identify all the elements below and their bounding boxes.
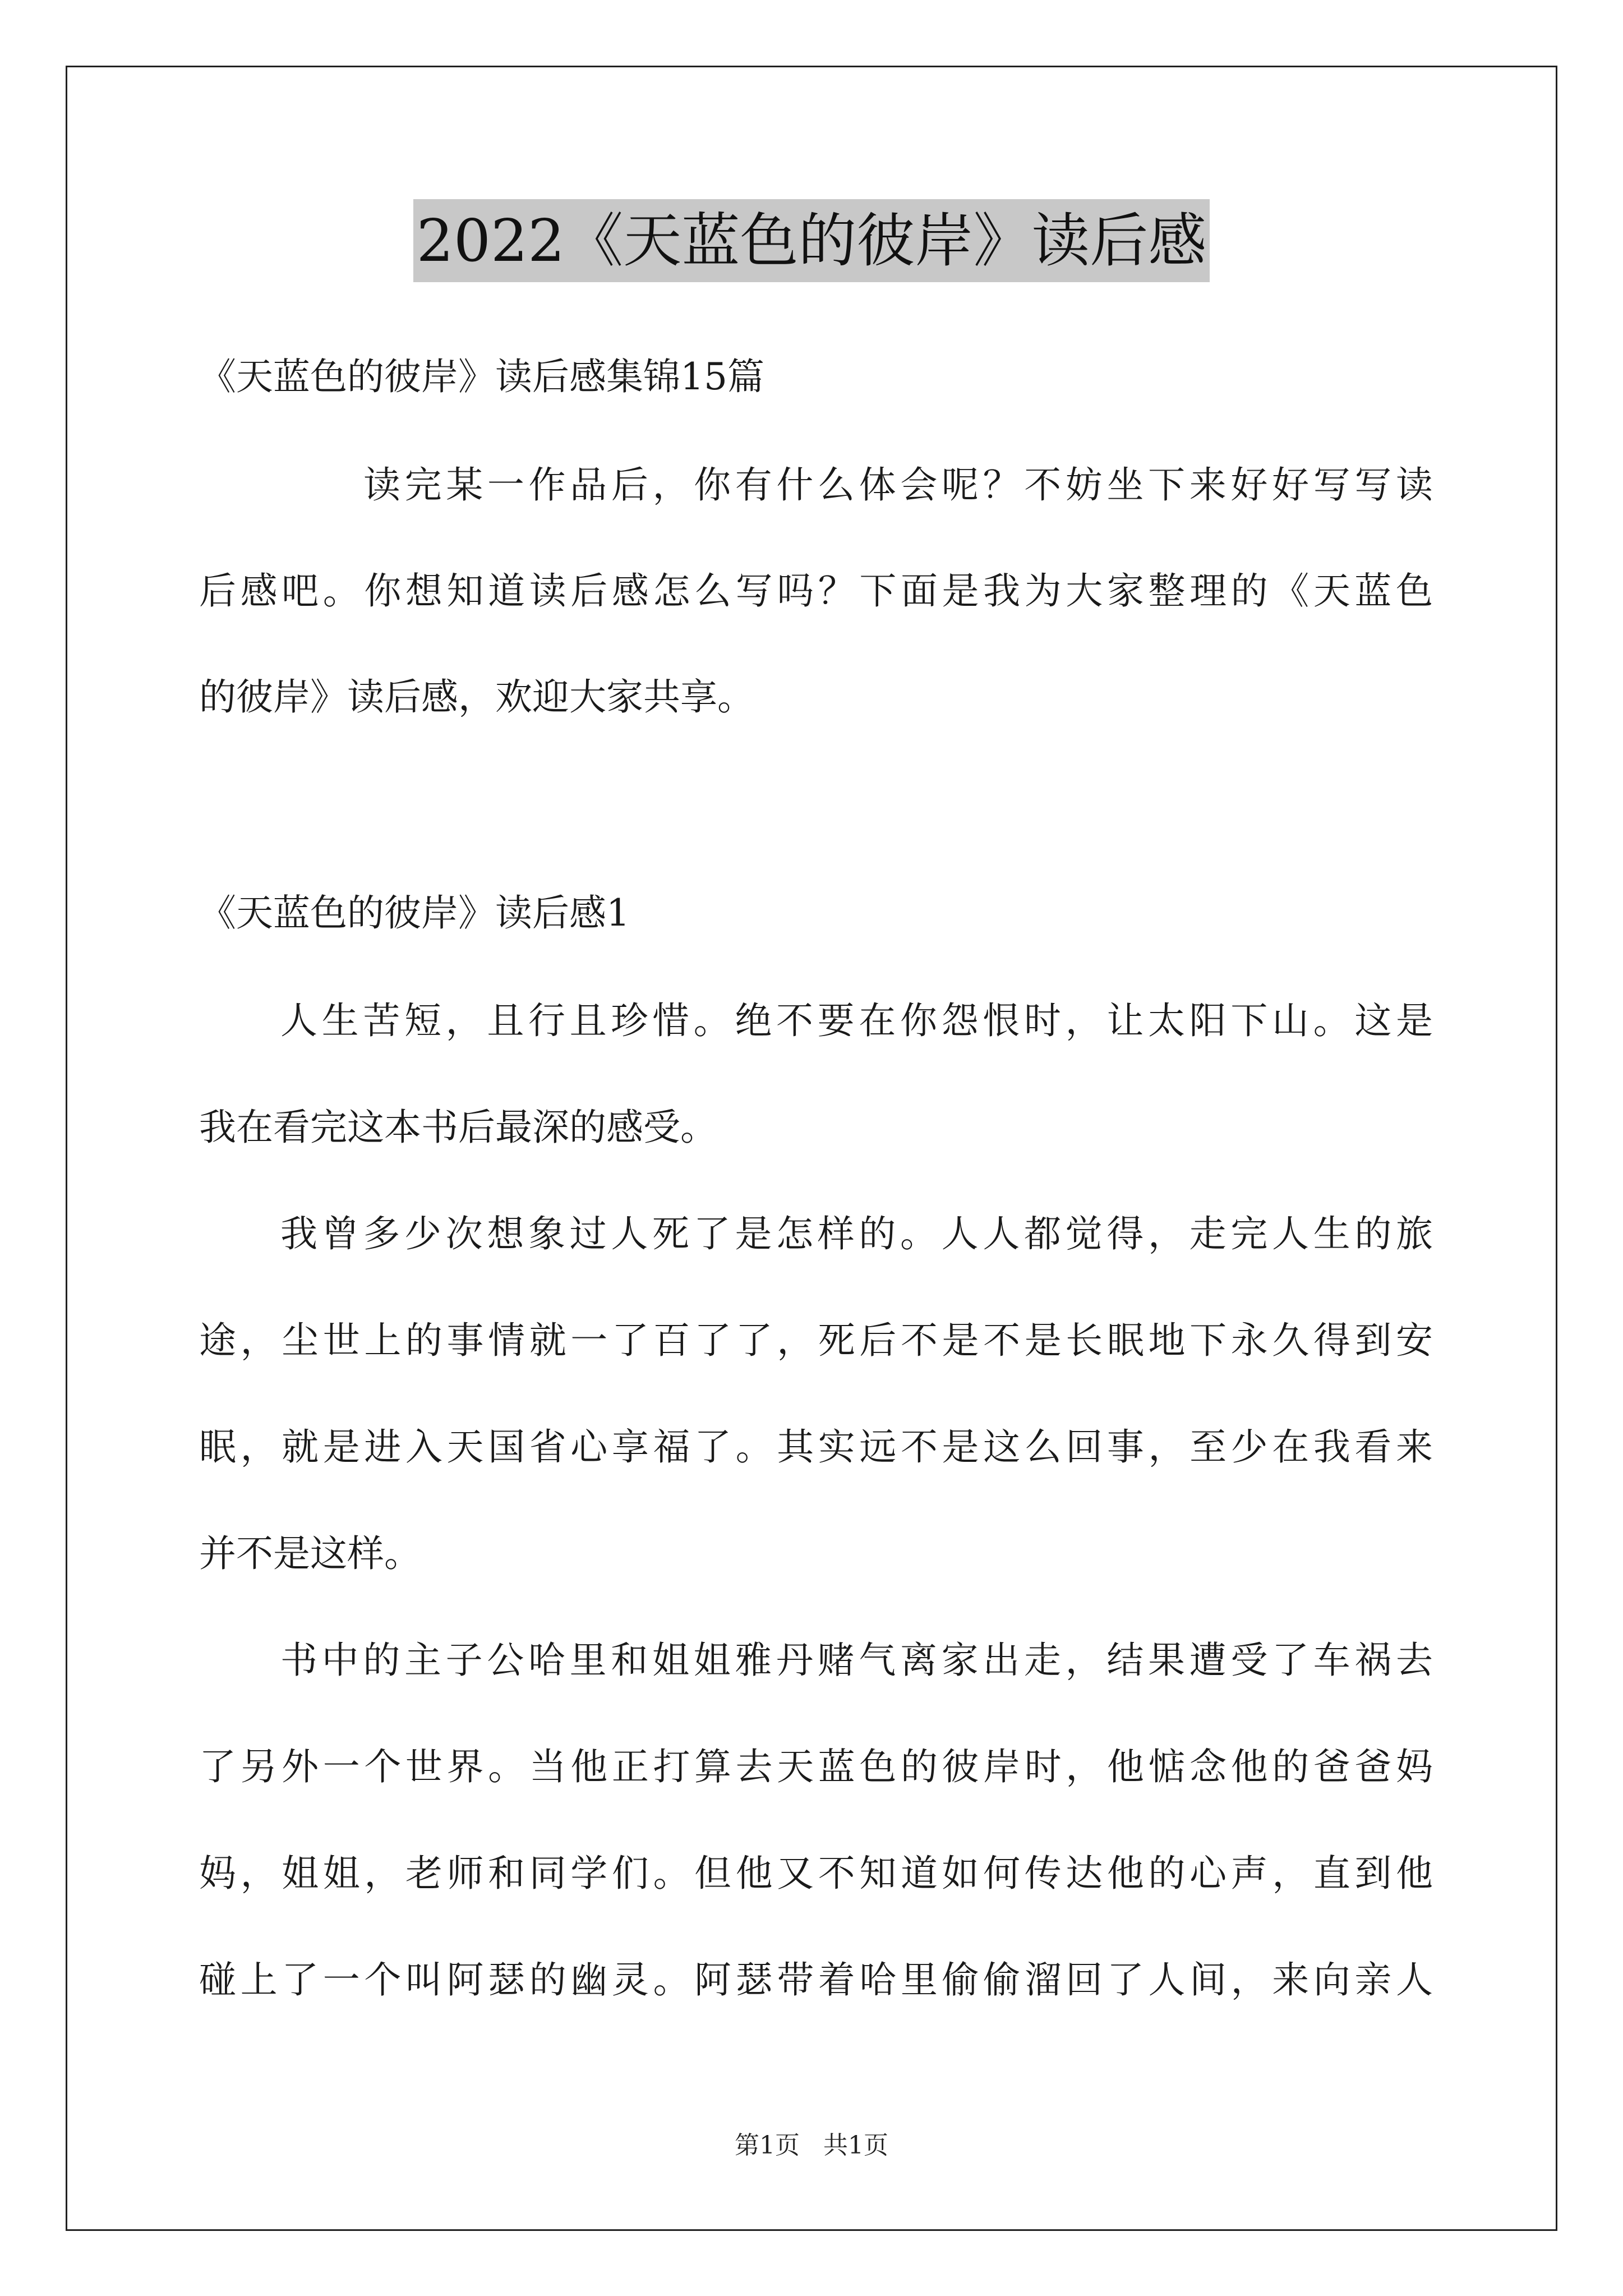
- paragraph-2-line-4: 并不是这样。: [199, 1532, 421, 1575]
- page-total: 共1页: [823, 2131, 888, 2160]
- intro-line-1: 读完某一作品后，你有什么体会呢？不妨坐下来好好写写读: [363, 463, 1433, 507]
- section-heading: 《天蓝色的彼岸》读后感1: [199, 891, 630, 935]
- paragraph-1-line-1: 人生苦短，且行且珍惜。绝不要在你怨恨时，让太阳下山。这是: [280, 999, 1433, 1042]
- intro-line-2: 后感吧。你想知道读后感怎么写吗？下面是我为大家整理的《天蓝色: [199, 569, 1433, 613]
- paragraph-3-line-3: 妈，姐姐，老师和同学们。但他又不知道如何传达他的心声，直到他: [199, 1852, 1433, 1895]
- paragraph-3-line-2: 了另外一个世界。当他正打算去天蓝色的彼岸时，他惦念他的爸爸妈: [199, 1745, 1433, 1788]
- paragraph-1-line-2: 我在看完这本书后最深的感受。: [199, 1106, 717, 1149]
- title-block: [0, 199, 1623, 282]
- paragraph-2-line-3: 眠，就是进入天国省心享福了。其实远不是这么回事，至少在我看来: [199, 1425, 1433, 1469]
- paragraph-3-line-4: 碰上了一个叫阿瑟的幽灵。阿瑟带着哈里偷偷溜回了人间，来向亲人: [199, 1958, 1433, 2001]
- document-title: 2022《天蓝色的彼岸》读后感: [413, 199, 1210, 282]
- paragraph-3-line-1: 书中的主子公哈里和姐姐雅丹赌气离家出走，结果遭受了车祸去: [280, 1639, 1433, 1682]
- subtitle: 《天蓝色的彼岸》读后感集锦15篇: [199, 355, 764, 398]
- page-number: 第1页: [735, 2131, 800, 2160]
- page-footer: [0, 2129, 1623, 2162]
- intro-line-3: 的彼岸》读后感，欢迎大家共享。: [199, 675, 754, 719]
- paragraph-2-line-2: 途，尘世上的事情就一了百了了，死后不是不是长眠地下永久得到安: [199, 1319, 1433, 1362]
- paragraph-2-line-1: 我曾多少次想象过人死了是怎样的。人人都觉得，走完人生的旅: [280, 1212, 1433, 1255]
